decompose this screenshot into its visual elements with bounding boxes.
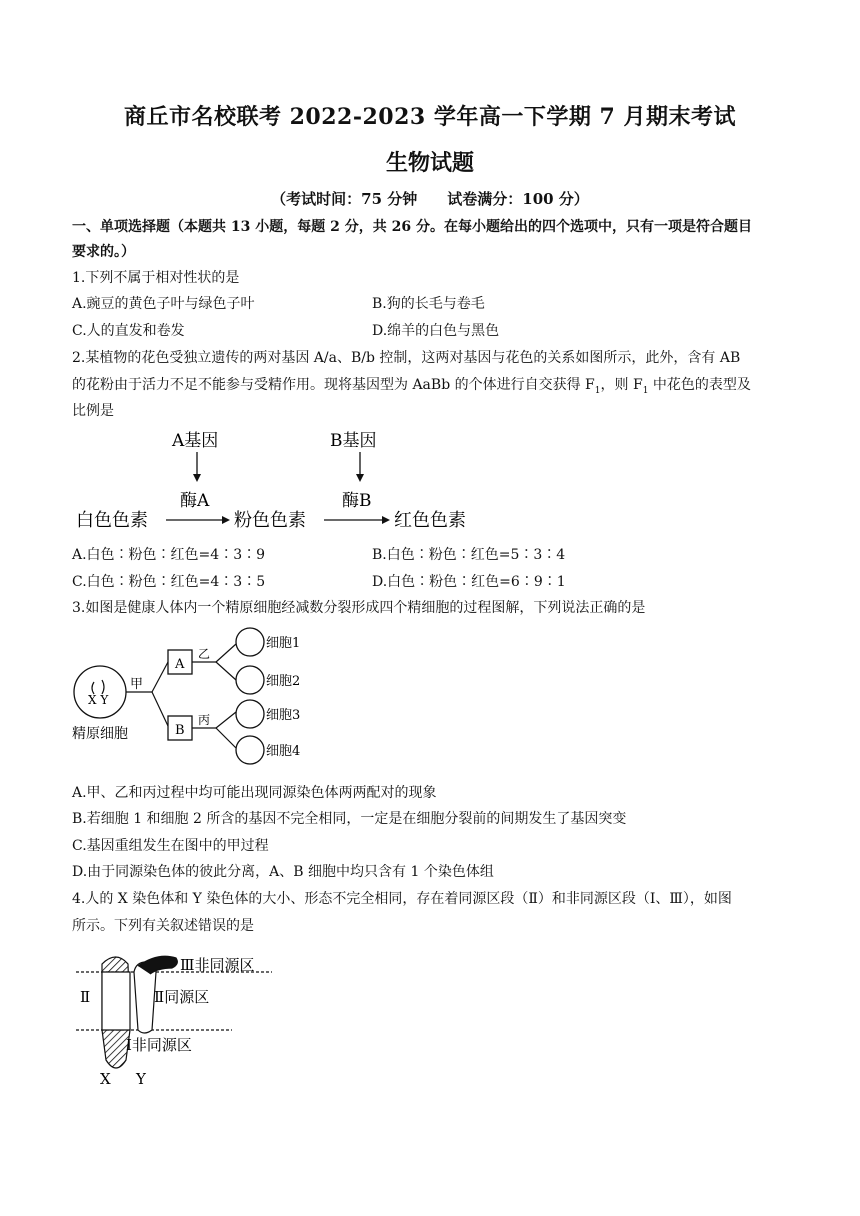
red-pigment-label: 红色色素 (394, 510, 466, 531)
gene-b-label: B基因 (330, 431, 377, 451)
enzyme-a-label: 酶A (180, 491, 210, 511)
spermatogonium-label: 精原细胞 (72, 726, 128, 742)
q2-stem-line1: 2.某植物的花色受独立遗传的两对基因 A/a、B/b 控制，这两对基因与花色的关系如图所示，此外，含有 AB (72, 350, 741, 366)
cell-3-label: 细胞3 (266, 708, 301, 723)
q3-option-c: C.基因重组发生在图中的甲过程 (72, 838, 269, 854)
arrow-down-icon (193, 474, 201, 482)
cell-2-circle (236, 666, 264, 694)
q3-option-a: A.甲、乙和丙过程中均可能出现同源染色体两两配对的现象 (72, 785, 437, 801)
q2-stem-line2: 的花粉由于活力不足不能参与受精作用。现将基因型为 AaBb 的个体进行自交获得 $F_1$，则 $F_1$ 中花色的表型及 (72, 377, 751, 396)
q1-option-c: C.人的直发和卷发 (72, 323, 185, 339)
pink-pigment-label: 粉色色素 (234, 510, 306, 531)
q3-option-d: D.由于同源染色体的彼此分离，A、B 细胞中均只含有 1 个染色体组 (72, 864, 494, 880)
region-2-left-label: Ⅱ (80, 988, 91, 1006)
q1-option-b: B.狗的长毛与卷毛 (372, 296, 485, 312)
y-label: Y (136, 1070, 146, 1088)
region-1-label: Ⅰ非同源区 (126, 1036, 192, 1054)
q3-stem: 3.如图是健康人体内一个精原细胞经减数分裂形成四个精细胞的过程图解，下列说法正确的是 (72, 600, 646, 616)
arrow-down-icon (356, 474, 364, 482)
arrow-right-icon (222, 516, 230, 524)
q1-option-a: A.豌豆的黄色子叶与绿色子叶 (72, 296, 255, 312)
cell-2-label: 细胞2 (266, 674, 301, 689)
q4-stem-line2: 所示。下列有关叙述错误的是 (72, 918, 254, 934)
x-label: X (100, 1070, 111, 1088)
step-jia-label: 甲 (130, 677, 144, 692)
q4-stem-line1: 4.人的 X 染色体和 Y 染色体的大小、形态不完全相同，存在着同源区段（Ⅱ）和非同源区段（Ⅰ、Ⅲ），如图 (72, 891, 732, 907)
region-2-label: Ⅱ同源区 (154, 988, 210, 1006)
cell-a-label: A (175, 657, 185, 672)
q2-pathway-figure (72, 428, 492, 540)
white-pigment-label: 白色色素 (76, 510, 148, 531)
cell-4-circle (236, 736, 264, 764)
cell-3-circle (236, 700, 264, 728)
q3-option-b: B.若细胞 1 和细胞 2 所含的基因不完全相同，一定是在细胞分裂前的间期发生了基因突变 (72, 811, 627, 827)
q2-stem-line3: 比例是 (72, 403, 114, 419)
exam-subtitle: 生物试题 (385, 150, 474, 176)
arrow-right-icon (382, 516, 390, 524)
q2-option-a: A.白色∶粉色∶红色=4∶3∶9 (72, 547, 266, 563)
step-yi-label: 乙 (198, 647, 211, 661)
section-heading: 一、单项选择题（本题共 13 小题，每题 2 分，共 26 分。在每小题给出的四个选项中，只有一项是符合题目 (72, 219, 752, 235)
q1-option-d: D.绵羊的白色与黑色 (372, 323, 500, 339)
exam-title: 商丘市名校联考 2022-2023 学年高一下学期 7 月期末考试 (123, 104, 737, 130)
q2-option-c: C.白色∶粉色∶红色=4∶3∶5 (72, 574, 266, 590)
q2-option-d: D.白色∶粉色∶红色=6∶9∶1 (372, 574, 566, 590)
gene-a-label: A基因 (172, 431, 219, 451)
cell-1-label: 细胞1 (266, 636, 301, 651)
region-3-label: Ⅲ非同源区 (180, 956, 255, 974)
cell-b-label: B (175, 723, 185, 738)
step-bing-label: 丙 (198, 713, 211, 727)
cell-4-label: 细胞4 (266, 744, 301, 759)
q4-xy-chromosome-figure (72, 944, 282, 1090)
q1-stem: 1.下列不属于相对性状的是 (72, 270, 240, 286)
enzyme-b-label: 酶B (342, 491, 372, 511)
q3-meiosis-figure (70, 626, 320, 774)
cell-1-circle (236, 628, 264, 656)
section-heading-cont: 要求的。） (72, 244, 135, 260)
exam-info: （考试时间：75 分钟 试卷满分：100 分） (271, 190, 589, 208)
spermatogonium-cell (74, 666, 126, 718)
q2-option-b: B.白色∶粉色∶红色=5∶3∶4 (372, 547, 566, 563)
xy-label: X Y (88, 693, 109, 707)
